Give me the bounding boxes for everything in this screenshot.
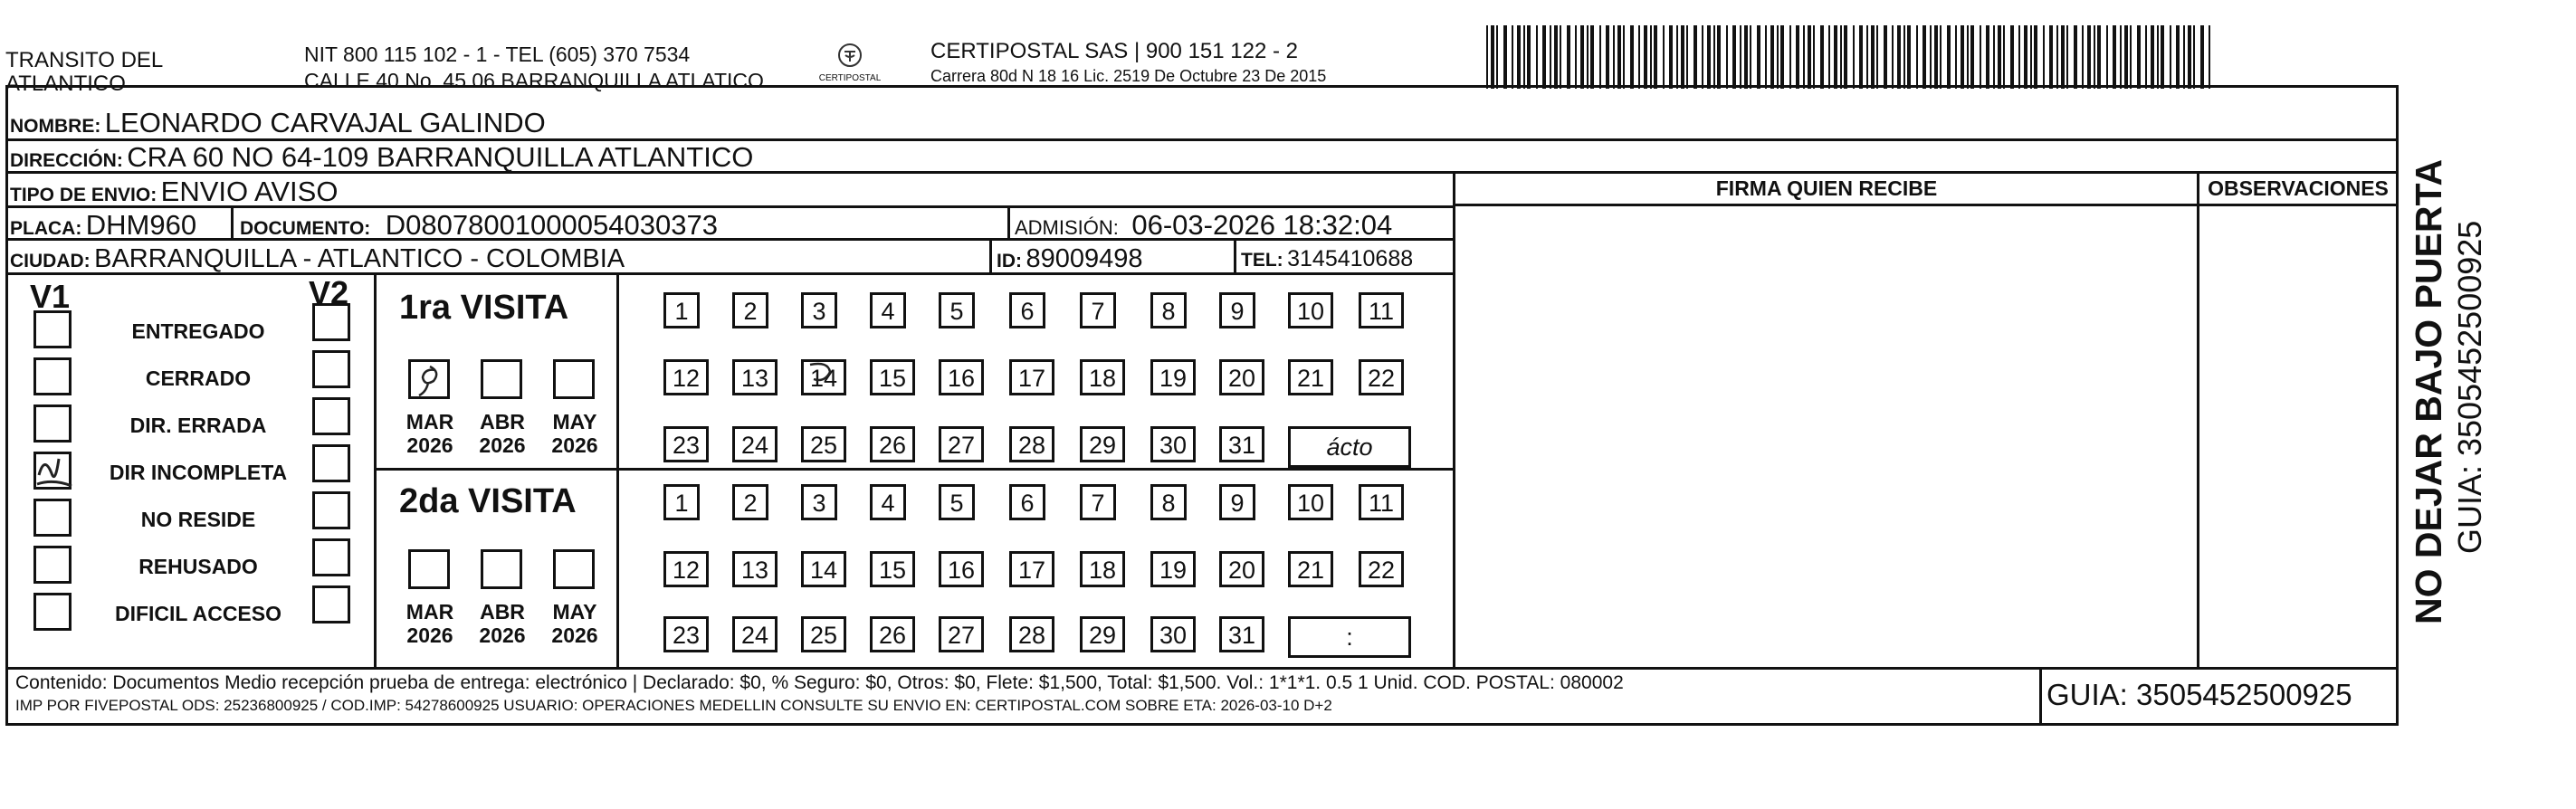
barcode-bar: [2183, 25, 2185, 89]
barcode-bar: [1681, 25, 1684, 89]
barcode-bar: [1947, 25, 1951, 89]
barcode-bar: [2145, 25, 2147, 89]
day-box[interactable]: 26: [870, 426, 915, 462]
day-box[interactable]: 16: [939, 551, 984, 587]
barcode-bar: [1750, 25, 1751, 89]
barcode-bar: [2034, 25, 2037, 89]
ciudad-label: CIUDAD:: [10, 251, 91, 271]
barcode-bar: [1580, 25, 1584, 89]
day-box[interactable]: 12: [663, 359, 709, 395]
day-box[interactable]: 8: [1150, 292, 1187, 328]
barcode-bar: [2030, 25, 2032, 89]
v2-checkbox[interactable]: [312, 350, 350, 388]
barcode-bar: [1808, 25, 1811, 89]
org-line1: TRANSITO DEL: [5, 48, 164, 72]
direccion-row: [10, 142, 753, 178]
barcode-bar: [1527, 25, 1531, 89]
barcode-bar: [1717, 25, 1721, 89]
day-box[interactable]: 18: [1080, 359, 1125, 395]
v1-label: V1: [30, 278, 71, 315]
barcode-bar: [1617, 25, 1621, 89]
day-box[interactable]: 18: [1080, 551, 1125, 587]
barcode-bar: [2113, 25, 2116, 89]
barcode-bar: [2056, 25, 2058, 89]
month-label: ABR 2026: [479, 410, 526, 457]
barcode-bar: [2049, 25, 2053, 89]
barcode-bar: [1934, 25, 1938, 89]
barcode-bar: [1554, 25, 1558, 89]
status-label: CERRADO: [145, 366, 252, 390]
barcode-bar: [2188, 25, 2191, 89]
day-box[interactable]: 21: [1288, 359, 1333, 395]
side-warning: NO DEJAR BAJO PUERTA: [2408, 158, 2449, 624]
v2-checkbox[interactable]: [312, 444, 350, 482]
barcode-bar: [1630, 25, 1634, 89]
barcode-bar: [1844, 25, 1847, 89]
day-box[interactable]: 13: [732, 551, 778, 587]
first-visit-title: 1ra VISITA: [399, 289, 569, 327]
day-box[interactable]: 7: [1080, 292, 1116, 328]
admision-label: ADMISIÓN:: [1015, 216, 1119, 239]
day-box[interactable]: 6: [1009, 484, 1045, 520]
day-box[interactable]: 1: [663, 484, 700, 520]
day-box[interactable]: 1: [663, 292, 700, 328]
barcode-bar: [1780, 25, 1784, 89]
barcode-bar: [1940, 25, 1942, 89]
documento-label: DOCUMENTO:: [240, 218, 371, 239]
day-box[interactable]: 20: [1219, 551, 1264, 587]
barcode-bar: [1638, 25, 1640, 89]
footer-line2: IMP POR FIVEPOSTAL ODS: 25236800925 / COD.IMP: 54278600925 USUARIO: OPERACIONES MEDELLIN CONSULTE SU ENVIO EN: CERTIPOSTAL.COM SOBRE ETA: 2026-03-10 D+2: [15, 697, 1332, 714]
barcode-bar: [1955, 25, 1957, 89]
day-box[interactable]: 31: [1219, 426, 1264, 462]
barcode-bar: [1922, 25, 1926, 89]
barcode-bar: [1897, 25, 1901, 89]
barcode-bar: [1676, 25, 1678, 89]
id-label: ID:: [997, 251, 1022, 271]
day-box[interactable]: 29: [1080, 616, 1125, 652]
barcode-bar: [1486, 25, 1488, 89]
barcode-bar: [1496, 25, 1498, 89]
direccion-value: CRA 60 NO 64-109 BARRANQUILLA ATLANTICO: [127, 141, 754, 173]
barcode-bar: [1796, 25, 1799, 89]
day-box[interactable]: 14: [801, 551, 846, 587]
handwritten-day-mark: [797, 356, 843, 397]
barcode-bar: [1757, 25, 1760, 89]
day-box[interactable]: 3: [801, 292, 837, 328]
admision-cell: [1015, 210, 1392, 246]
barcode-bar: [2082, 25, 2084, 89]
day-box[interactable]: 24: [732, 616, 778, 652]
nombre-label: NOMBRE:: [10, 116, 101, 137]
day-box[interactable]: 25: [801, 616, 846, 652]
barcode-bar: [1726, 25, 1728, 89]
barcode-bar: [1770, 25, 1774, 89]
org-line2: ATLANTICO: [5, 71, 126, 96]
barcode-bar: [1967, 25, 1969, 89]
day-box[interactable]: 3: [801, 484, 837, 520]
day-box[interactable]: 14: [801, 359, 846, 395]
barcode-bar: [1517, 25, 1521, 89]
barcode-bar: [2003, 25, 2005, 89]
day-box[interactable]: 13: [732, 359, 778, 395]
barcode-bar: [2061, 25, 2065, 89]
firma-header: FIRMA QUIEN RECIBE: [1715, 176, 1938, 200]
status-label: DIR INCOMPLETA: [109, 461, 288, 484]
barcode-bar: [1834, 25, 1837, 89]
day-box[interactable]: 26: [870, 616, 915, 652]
day-box[interactable]: 15: [870, 551, 915, 587]
day-box[interactable]: 22: [1359, 359, 1404, 395]
barcode-bar: [2024, 25, 2027, 89]
day-box[interactable]: 4: [870, 292, 906, 328]
time-box[interactable]: :: [1288, 616, 1411, 658]
barcode-bar: [1986, 25, 1989, 89]
day-box[interactable]: 28: [1009, 616, 1054, 652]
time-box[interactable]: ácto: [1288, 426, 1411, 468]
v2-checkbox[interactable]: [312, 538, 350, 576]
day-box[interactable]: 5: [939, 292, 975, 328]
day-box[interactable]: 20: [1219, 359, 1264, 395]
barcode-bar: [1713, 25, 1715, 89]
footer-content: [15, 671, 1624, 716]
barcode-bar: [1871, 25, 1875, 89]
documento-cell: [240, 210, 718, 246]
day-box[interactable]: 7: [1080, 484, 1116, 520]
barcode-bar: [2094, 25, 2095, 89]
month-checkbox[interactable]: [408, 549, 450, 589]
day-box[interactable]: 16: [939, 359, 984, 395]
barcode-bar: [1853, 25, 1855, 89]
barcode-bar: [2120, 25, 2122, 89]
barcode-bar: [2157, 25, 2159, 89]
barcode-bar: [2193, 25, 2195, 89]
logo-icon: [836, 42, 863, 69]
day-box[interactable]: 9: [1219, 484, 1255, 520]
barcode-bar: [1892, 25, 1894, 89]
barcode-bar: [2066, 25, 2068, 89]
barcode-bar: [1820, 25, 1824, 89]
nit-line: NIT 800 115 102 - 1 - TEL (605) 370 7534: [304, 43, 691, 66]
barcode-bar: [1866, 25, 1868, 89]
day-box[interactable]: 23: [663, 426, 709, 462]
month-label: MAY 2026: [551, 600, 598, 647]
tipo-label: TIPO DE ENVIO:: [10, 185, 157, 205]
day-box[interactable]: 17: [1009, 551, 1054, 587]
barcode-bar: [1542, 25, 1546, 89]
barcode-bar: [1732, 25, 1736, 89]
barcode-bar: [2137, 25, 2141, 89]
day-box[interactable]: 21: [1288, 551, 1333, 587]
barcode-bar: [1663, 25, 1665, 89]
tel-cell: [1241, 243, 1413, 278]
status-label: REHUSADO: [138, 555, 258, 578]
barcode-bar: [2170, 25, 2171, 89]
barcode-bar: [1491, 25, 1494, 89]
barcode-bar: [2087, 25, 2091, 89]
placa-value: DHM960: [85, 209, 197, 241]
barcode-bar: [1765, 25, 1767, 89]
footer-line1: Contenido: Documentos Medio recepción prueba de entrega: electrónico | Declarado: $0, % Seguro: $0, Otros: $0, Flete: $1,500, Total: $1,500. Vol.: 1*1*1. 0.5 1 Unid. COD. POSTAL: 080002: [15, 672, 1624, 693]
day-box[interactable]: 31: [1219, 616, 1264, 652]
barcode-bar: [1707, 25, 1711, 89]
barcode-bar: [1970, 25, 1974, 89]
day-box[interactable]: 6: [1009, 292, 1045, 328]
barcode-bar: [1993, 25, 1995, 89]
side-guia: GUIA: 3505452500925: [2451, 220, 2488, 554]
barcode-bar: [1567, 25, 1570, 89]
barcode-bar: [1876, 25, 1878, 89]
day-box[interactable]: 27: [939, 426, 984, 462]
company-block: [930, 38, 1326, 87]
barcode-bar: [1998, 25, 2001, 89]
barcode-bar: [1590, 25, 1594, 89]
logo-text: CERTIPOSTAL: [818, 73, 882, 83]
barcode-bar: [1560, 25, 1561, 89]
barcode-bar: [2161, 25, 2164, 89]
company-line: CERTIPOSTAL SAS | 900 151 122 - 2: [930, 39, 1298, 63]
barcode-bar: [1536, 25, 1538, 89]
day-box[interactable]: 29: [1080, 426, 1125, 462]
barcode-bar: [1599, 25, 1601, 89]
barcode-bar: [1961, 25, 1964, 89]
day-box[interactable]: 10: [1288, 484, 1333, 520]
day-box[interactable]: 8: [1150, 484, 1187, 520]
status-label: ENTREGADO: [131, 319, 265, 343]
observaciones-header: OBSERVACIONES: [2208, 176, 2389, 200]
address-line: CALLE 40 No. 45 06 BARRANQUILLA ATLATICO: [304, 69, 764, 92]
barcode-bar: [2130, 25, 2132, 89]
day-box[interactable]: 4: [870, 484, 906, 520]
day-box[interactable]: 12: [663, 551, 709, 587]
status-label: NO RESIDE: [140, 508, 256, 531]
v2-checkbox[interactable]: [312, 491, 350, 529]
day-box[interactable]: 2: [732, 484, 768, 520]
nombre-value: LEONARDO CARVAJAL GALINDO: [104, 107, 546, 138]
barcode-bar: [1740, 25, 1741, 89]
tipo-value: ENVIO AVISO: [160, 176, 339, 207]
month-checkbox[interactable]: [553, 549, 595, 589]
day-box[interactable]: 25: [801, 426, 846, 462]
barcode: [1486, 25, 2219, 89]
barcode-bar: [1803, 25, 1805, 89]
barcode-bar: [1907, 25, 1911, 89]
month-checkbox[interactable]: [481, 549, 522, 589]
day-box[interactable]: 9: [1219, 292, 1255, 328]
day-box[interactable]: 28: [1009, 426, 1054, 462]
ciudad-value: BARRANQUILLA - ATLANTICO - COLOMBIA: [94, 244, 625, 273]
direccion-label: DIRECCIÓN:: [10, 150, 123, 171]
day-box[interactable]: 22: [1359, 551, 1404, 587]
day-box[interactable]: 10: [1288, 292, 1333, 328]
tel-label: TEL:: [1241, 250, 1283, 271]
month-label: MAR 2026: [405, 410, 454, 457]
barcode-bar: [1503, 25, 1507, 89]
day-box[interactable]: 17: [1009, 359, 1054, 395]
placa-label: PLACA:: [10, 218, 82, 239]
v2-checkbox[interactable]: [312, 303, 350, 341]
placa-cell: [10, 210, 196, 246]
barcode-bar: [1828, 25, 1830, 89]
barcode-bar: [2151, 25, 2154, 89]
barcode-bar: [1575, 25, 1577, 89]
barcode-bar: [1587, 25, 1589, 89]
barcode-bar: [2043, 25, 2045, 89]
barcode-bar: [1980, 25, 1981, 89]
month-label: ABR 2026: [479, 600, 526, 647]
day-box[interactable]: 27: [939, 616, 984, 652]
month-checkbox[interactable]: [481, 359, 522, 399]
day-box[interactable]: 30: [1150, 426, 1196, 462]
barcode-bar: [2074, 25, 2077, 89]
second-visit-title: 2da VISITA: [399, 482, 577, 520]
day-box[interactable]: 15: [870, 359, 915, 395]
barcode-bar: [1644, 25, 1647, 89]
month-label: MAY 2026: [551, 410, 598, 457]
barcode-bar: [1813, 25, 1815, 89]
v2-label: V2: [309, 274, 349, 311]
day-box[interactable]: 11: [1359, 484, 1404, 520]
barcode-bar: [1654, 25, 1657, 89]
v2-checkbox[interactable]: [312, 585, 350, 623]
barcode-bar: [1669, 25, 1673, 89]
delivery-form: [5, 85, 2399, 726]
day-box[interactable]: 24: [732, 426, 778, 462]
barcode-bar: [1512, 25, 1513, 89]
month-checkbox[interactable]: [553, 359, 595, 399]
handwritten-month-mark: [408, 359, 452, 401]
barcode-bar: [2176, 25, 2180, 89]
barcode-bar: [1884, 25, 1887, 89]
barcode-bar: [2106, 25, 2108, 89]
day-box[interactable]: 2: [732, 292, 768, 328]
barcode-bar: [2200, 25, 2204, 89]
day-box[interactable]: 30: [1150, 616, 1196, 652]
nombre-row: [10, 108, 546, 144]
barcode-bar: [1613, 25, 1615, 89]
footer-guia: GUIA: 3505452500925: [2046, 678, 2352, 711]
barcode-bar: [2209, 25, 2210, 89]
day-box[interactable]: 19: [1150, 551, 1196, 587]
barcode-bar: [1777, 25, 1779, 89]
status-label: DIFICIL ACCESO: [114, 602, 281, 625]
v2-checkbox[interactable]: [312, 397, 350, 435]
tipo-envio-row: [10, 176, 338, 213]
barcode-bar: [2018, 25, 2020, 89]
barcode-bar: [1840, 25, 1842, 89]
day-box[interactable]: 23: [663, 616, 709, 652]
barcode-bar: [1744, 25, 1748, 89]
barcode-bar: [2097, 25, 2101, 89]
id-cell: [997, 243, 1142, 279]
month-label: MAR 2026: [405, 600, 454, 647]
id-value: 89009498: [1026, 244, 1143, 273]
day-box[interactable]: 5: [939, 484, 975, 520]
barcode-bar: [1859, 25, 1863, 89]
admision-value: 06-03-2026 18:32:04: [1131, 209, 1393, 241]
documento-value: D08078001000054030373: [385, 209, 718, 241]
barcode-bar: [1903, 25, 1905, 89]
barcode-bar: [1550, 25, 1551, 89]
barcode-bar: [1930, 25, 1932, 89]
barcode-bar: [2124, 25, 2128, 89]
tel-value: 3145410688: [1287, 246, 1414, 271]
company-sub: Carrera 80d N 18 16 Lic. 2519 De Octubre 23 De 2015: [930, 67, 1327, 85]
barcode-bar: [1693, 25, 1697, 89]
barcode-bar: [1789, 25, 1791, 89]
day-box[interactable]: 19: [1150, 359, 1196, 395]
barcode-bar: [1702, 25, 1703, 89]
barcode-bar: [1623, 25, 1625, 89]
handwritten-check-mark: [32, 448, 77, 493]
barcode-bar: [1686, 25, 1688, 89]
barcode-bar: [1916, 25, 1918, 89]
barcode-bar: [1606, 25, 1609, 89]
status-label: DIR. ERRADA: [129, 414, 267, 437]
barcode-bar: [1650, 25, 1652, 89]
day-box[interactable]: 11: [1359, 292, 1404, 328]
barcode-bar: [2010, 25, 2014, 89]
barcode-bar: [1523, 25, 1525, 89]
